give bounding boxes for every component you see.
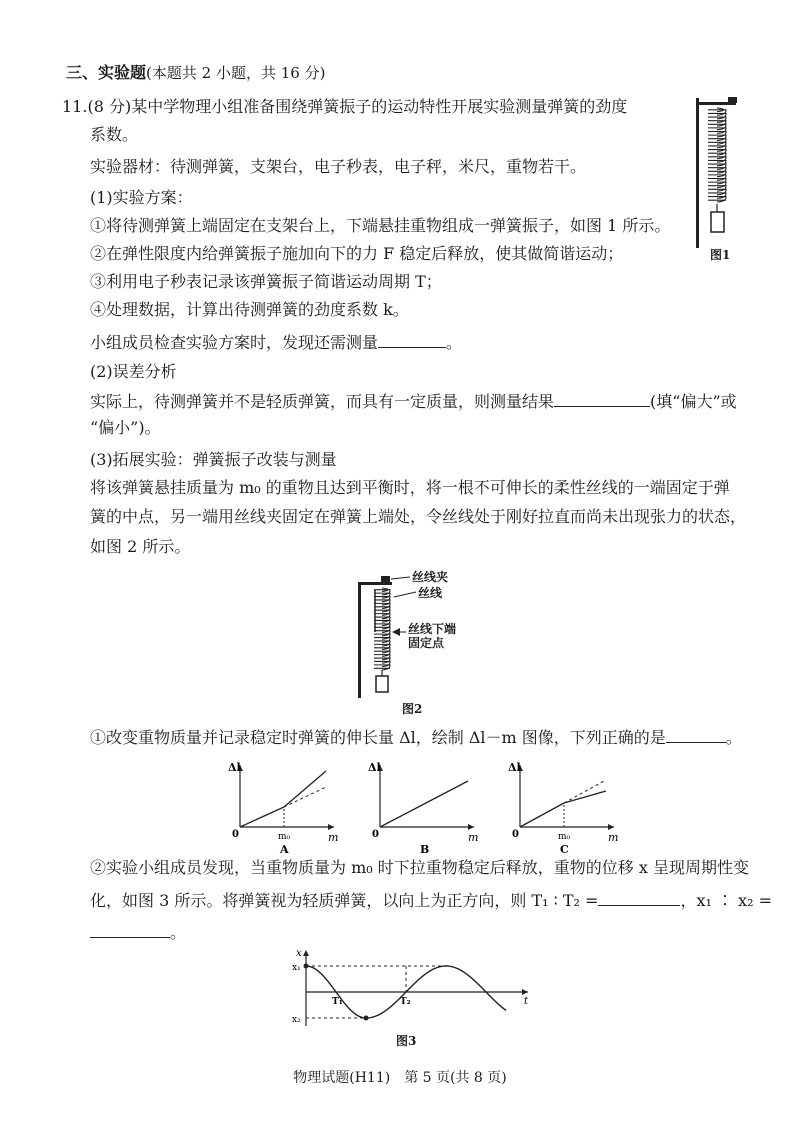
answer-blank-displacement-ratio[interactable] — [90, 921, 170, 938]
check-line — [90, 331, 462, 353]
section-note: (本题共 2 小题，共 16 分) — [146, 64, 326, 82]
figure-1-caption: 图1 — [710, 248, 731, 262]
answer-blank-period-ratio[interactable] — [598, 889, 680, 906]
answer-blank-error[interactable] — [554, 390, 650, 407]
start-point — [304, 964, 309, 969]
sub1-text: ①改变重物质量并记录稳定时弹簧的伸长量 Δl，绘制 Δl－m 图像，下列正确的是 — [90, 728, 666, 747]
x1-label: x₁ — [292, 963, 301, 973]
step-2: ②在弹性限度内给弹簧振子施加向下的力 F 稳定后释放，使其做简谐运动； — [90, 244, 624, 263]
line-segment-2 — [284, 771, 326, 807]
x-axis-label: m — [468, 831, 479, 844]
x2-label: x₂ — [292, 1015, 301, 1025]
dashed-extension — [284, 787, 326, 807]
error-line-1 — [90, 390, 737, 412]
label-thread-clip: 丝线夹 — [412, 570, 449, 584]
x-axis-label: m — [608, 831, 619, 844]
time-axis-label: t — [524, 996, 529, 1007]
check-text: 小组成员检查实验方案时，发现还需测量 — [90, 333, 379, 352]
time-arrow — [522, 989, 528, 995]
y-axis-label: Δl — [228, 761, 241, 774]
line-segment-2 — [564, 791, 606, 803]
sub2-end: 。 — [170, 923, 187, 942]
y-axis-label: Δl — [368, 761, 381, 774]
step-3: ③利用电子秒表记录该弹簧振子简谐运动周期 T； — [90, 272, 442, 291]
figure-1 — [690, 96, 746, 264]
dashed-extension — [564, 781, 604, 803]
sub2-displacement-text: ，x₁ ∶ x₂ = — [680, 891, 772, 910]
figure-2 — [350, 570, 510, 715]
question-number: 11. — [62, 97, 88, 116]
extension-line-1: 将该弹簧悬挂质量为 m₀ 的重物且达到平衡时，将一根不可伸长的柔性丝线的一端固定于弹 — [90, 478, 730, 497]
part3-title: (3)拓展实验：弹簧振子改装与测量 — [90, 450, 337, 469]
section-title: 三、实验题 — [66, 63, 147, 82]
error-hint: (填“偏大”或 — [650, 392, 737, 411]
x-arrow — [468, 824, 474, 830]
extension-line-2: 簧的中点，另一端用丝线夹固定在弹簧上端处，令丝线处于刚好拉直而尚未出现张力的状态， — [90, 507, 747, 526]
t1-label: T₁ — [332, 997, 343, 1007]
option-label: C — [560, 843, 569, 856]
part1-title: (1)实验方案： — [90, 188, 193, 207]
section-heading — [66, 63, 325, 83]
check-end: 。 — [446, 333, 463, 352]
origin-label: 0 — [512, 829, 519, 840]
error-text: 实际上，待测弹簧并不是轻质弹簧，而具有一定质量，则测量结果 — [90, 392, 555, 411]
materials-text: 实验器材：待测弹簧，支架台，电子秒表，电子秤，米尺，重物若干。 — [90, 157, 587, 176]
label-fix-point-2: 固定点 — [408, 636, 445, 650]
displacement-time-graph — [292, 948, 532, 1032]
error-line-2: “偏小”)。 — [90, 418, 161, 437]
part2-title: (2)误差分析 — [90, 362, 177, 381]
label-fix-point-1: 丝线下端 — [408, 622, 457, 636]
sub-question-2-line-1: ②实验小组成员发现，当重物质量为 m₀ 时下拉重物稳定后释放，重物的位移 x 呈现周期性变 — [90, 858, 749, 877]
option-label: B — [420, 843, 430, 856]
page-footer: 物理试题(H11) 第 5 页(共 8 页) — [293, 1070, 507, 1086]
sub-question-2-line-3 — [90, 921, 186, 943]
weight-block — [711, 212, 724, 232]
graph-option-a — [228, 761, 338, 856]
extension-line-3: 如图 2 所示。 — [90, 537, 191, 556]
line-segment-1 — [520, 803, 564, 827]
question-intro-text: (8 分)某中学物理小组准备围绕弹簧振子的运动特性开展实验测量弹簧的劲度 — [87, 97, 628, 116]
weight-block — [376, 676, 388, 692]
spring-oscillator-diagram — [690, 96, 746, 264]
figure-3 — [292, 948, 532, 1048]
sub2-period-text: 化，如图 3 所示。将弹簧视为轻质弹簧，以向上为正方向，则 T₁ ∶ T₂ = — [90, 891, 599, 910]
option-graphs — [226, 755, 619, 856]
delta-l-vs-m-graphs — [226, 755, 619, 856]
step-1: ①将待测弹簧上端固定在支架台上，下端悬挂重物组成一弹簧振子，如图 1 所示。 — [90, 216, 671, 235]
spring-coil — [708, 108, 726, 202]
x-arrow — [303, 950, 309, 956]
sub-question-2-line-2 — [90, 889, 772, 911]
answer-blank-graph[interactable] — [666, 726, 726, 743]
x-arrow — [608, 824, 614, 830]
label-thread: 丝线 — [418, 586, 443, 600]
straight-line — [380, 781, 468, 827]
x-axis-label: x — [296, 948, 302, 959]
figure-2-caption: 图2 — [402, 702, 423, 716]
x-arrow — [328, 824, 334, 830]
question-intro-line-1 — [62, 97, 627, 117]
graph-option-b — [368, 761, 478, 856]
sub-question-1 — [90, 726, 742, 748]
step-4: ④处理数据，计算出待测弹簧的劲度系数 k。 — [90, 300, 409, 319]
graph-option-c — [508, 761, 618, 856]
line-segment-1 — [240, 807, 284, 827]
y-axis-label: Δl — [508, 761, 521, 774]
option-label: A — [280, 843, 289, 856]
t2-label: T₂ — [400, 997, 411, 1007]
origin-label: 0 — [372, 829, 379, 840]
figure-3-caption: 图3 — [396, 1034, 417, 1048]
question-intro-line-2: 系数。 — [90, 125, 139, 144]
answer-blank-measure[interactable] — [378, 331, 446, 348]
m0-tick-label: m₀ — [278, 832, 291, 842]
m0-tick-label: m₀ — [558, 832, 571, 842]
spring-coil — [374, 588, 390, 670]
origin-label: 0 — [232, 829, 239, 840]
sub1-end: 。 — [725, 728, 742, 747]
bottom-point — [364, 1016, 369, 1021]
x-axis-label: m — [328, 831, 339, 844]
